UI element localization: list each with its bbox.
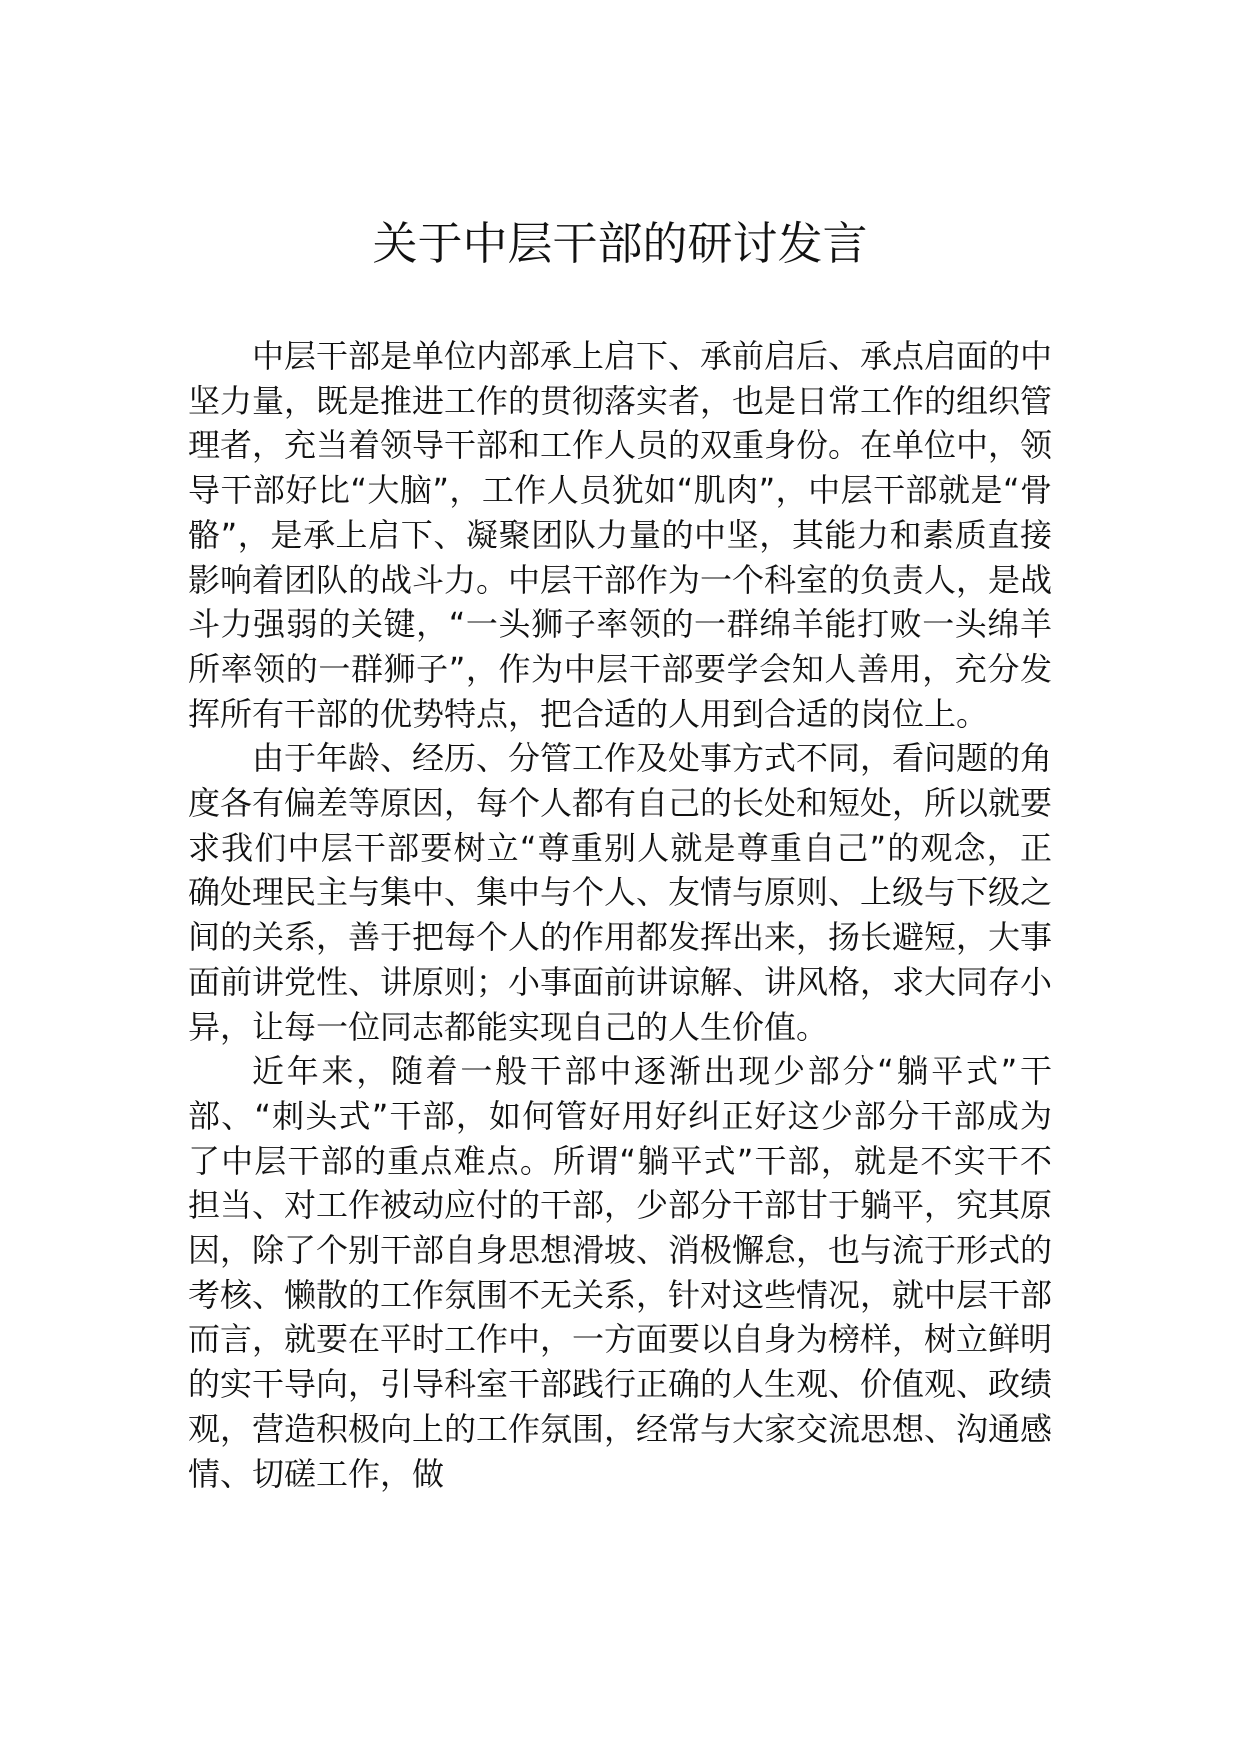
- paragraph: 由于年龄、经历、分管工作及处事方式不同，看问题的角度各有偏差等原因，每个人都有自己的长处和短处，所以就要求我们中层干部要树立“尊重别人就是尊重自己”的观念，正确处理民主与集中、集中与个人、友情与原则、上级与下级之间的关系，善于把每个人的作用都发挥出来，扬长避短，大事面前讲党性、讲原则；小事面前讲谅解、讲风格，求大同存小异，让每一位同志都能实现自己的人生价值。: [188, 739, 1053, 1046]
- document-body: [188, 334, 1052, 1496]
- paragraph: 中层干部是单位内部承上启下、承前启后、承点启面的中坚力量，既是推进工作的贯彻落实者，也是日常工作的组织管理者，充当着领导干部和工作人员的双重身份。在单位中，领导干部好比“大脑”，工作人员犹如“肌肉”，中层干部就是“骨骼”，是承上启下、凝聚团队力量的中坚，其能力和素质直接影响着团队的战斗力。中层干部作为一个科室的负责人，是战斗力强弱的关键，“一头狮子率领的一群绵羊能打败一头绵羊所率领的一群狮子”，作为中层干部要学会知人善用，充分发挥所有干部的优势特点，把合适的人用到合适的岗位上。: [188, 337, 1053, 733]
- paragraph: 近年来，随着一般干部中逐渐出现少部分“躺平式”干部、“刺头式”干部，如何管好用好纠正好这少部分干部成为了中层干部的重点难点。所谓“躺平式”干部，就是不实干不担当、对工作被动应付的干部，少部分干部甘于躺平，究其原因，除了个别干部自身思想滑坡、消极懈怠，也与流于形式的考核、懒散的工作氛围不无关系，针对这些情况，就中层干部而言，就要在平时工作中，一方面要以自身为榜样，树立鲜明的实干导向，引导科室干部践行正确的人生观、价值观、政绩观，营造积极向上的工作氛围，经常与大家交流思想、沟通感情、切磋工作，做: [188, 1052, 1053, 1493]
- document-title: 关于中层干部的研讨发言: [372, 217, 868, 270]
